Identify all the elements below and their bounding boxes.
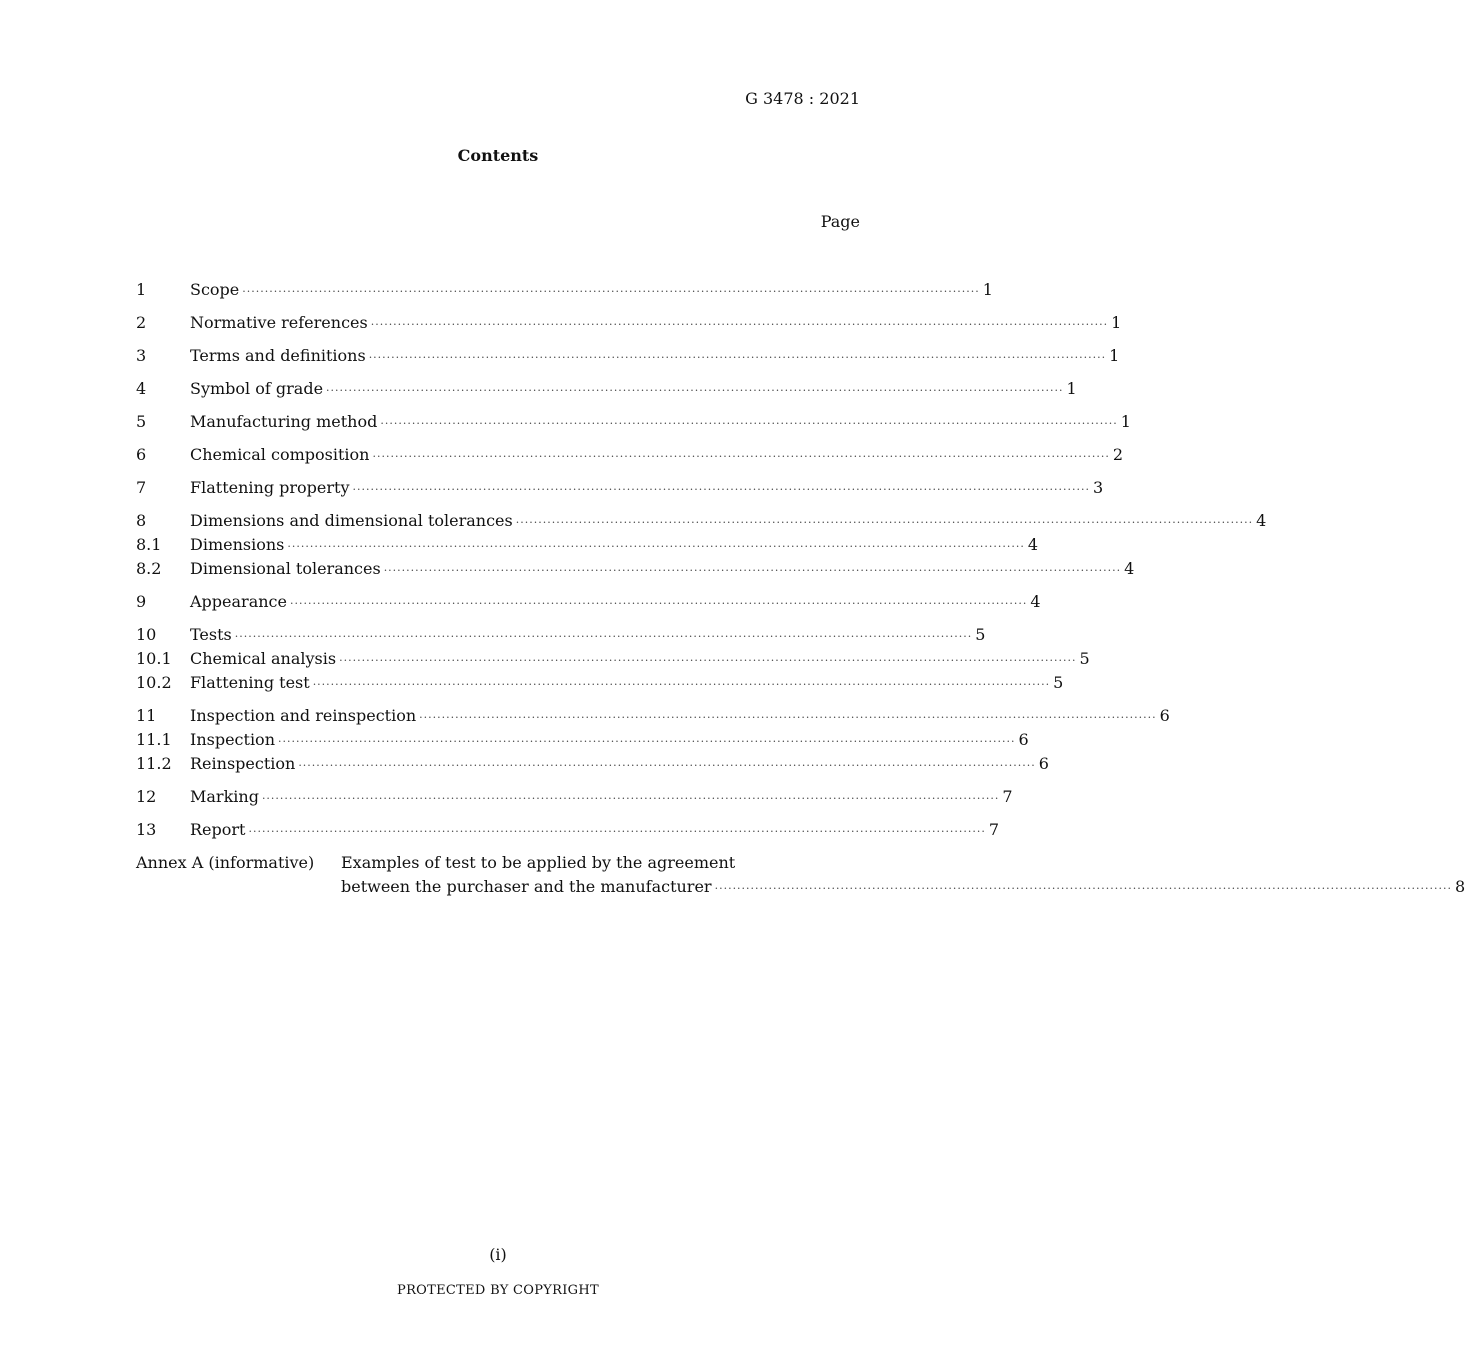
toc-entry-number: 2 xyxy=(136,313,147,332)
toc-entry-page: 6 xyxy=(1038,754,1049,773)
toc-group xyxy=(136,278,993,302)
toc-entry-number: 8.1 xyxy=(136,535,162,554)
toc-entry-label: Report xyxy=(190,820,246,839)
toc-entry[interactable] xyxy=(136,443,1124,467)
toc-entry-page: 1 xyxy=(1120,412,1131,431)
toc-entry[interactable] xyxy=(136,647,1090,671)
toc-entry-number: 8.2 xyxy=(136,559,162,578)
footer-page-number: (i) xyxy=(489,1245,507,1264)
toc-group xyxy=(136,443,1124,467)
dot-leader xyxy=(353,478,1090,502)
toc-entry[interactable] xyxy=(136,410,1131,434)
toc-entry-page: 1 xyxy=(1066,379,1077,398)
dot-leader xyxy=(419,706,1156,730)
toc-entry[interactable] xyxy=(136,590,1041,614)
toc-group xyxy=(136,476,1104,500)
toc-entry-number: 5 xyxy=(136,412,147,431)
toc-entry-label: Dimensional tolerances xyxy=(190,559,381,578)
toc-group xyxy=(136,311,1122,335)
document-id: G 3478 : 2021 xyxy=(745,89,860,108)
toc-group xyxy=(136,704,1170,776)
toc-entry-label: Inspection xyxy=(190,730,275,749)
toc-entry-label: Appearance xyxy=(190,592,287,611)
page-title: Contents xyxy=(457,146,539,165)
dot-leader xyxy=(516,511,1253,535)
annex-body xyxy=(341,851,1465,899)
toc-entry-label: Chemical composition xyxy=(190,445,370,464)
toc-entry-number: 11.1 xyxy=(136,730,172,749)
toc-entry-label: Chemical analysis xyxy=(190,649,337,668)
toc-entry-page: 1 xyxy=(1109,346,1120,365)
toc-entry[interactable] xyxy=(136,785,1013,809)
toc-entry-number: 3 xyxy=(136,346,147,365)
toc-entry[interactable] xyxy=(136,278,993,302)
toc-entry-label: Flattening property xyxy=(190,478,350,497)
dot-leader xyxy=(298,754,1035,778)
toc-entry-label: Symbol of grade xyxy=(190,379,324,398)
toc-group xyxy=(136,410,1131,434)
toc-entry-number: 12 xyxy=(136,787,157,806)
toc-entry[interactable] xyxy=(136,671,1064,695)
toc-entry[interactable] xyxy=(136,818,1000,842)
toc-entry[interactable] xyxy=(136,476,1104,500)
toc-entry-label: Reinspection xyxy=(190,754,296,773)
toc-entry-number: 8 xyxy=(136,511,147,530)
toc-entry-number: 10 xyxy=(136,625,157,644)
dot-leader xyxy=(339,649,1076,673)
toc-annex-entry[interactable] xyxy=(136,851,1465,899)
toc-entry[interactable] xyxy=(136,752,1049,776)
toc-entry[interactable] xyxy=(136,311,1122,335)
toc-group xyxy=(136,509,1267,581)
dot-leader xyxy=(248,820,985,844)
toc-entry[interactable] xyxy=(136,533,1039,557)
dot-leader xyxy=(262,787,999,811)
toc-entry-page: 7 xyxy=(1002,787,1013,806)
toc-entry-page: 4 xyxy=(1030,592,1041,611)
toc-entry[interactable] xyxy=(136,344,1120,368)
toc-entry-page: 6 xyxy=(1159,706,1170,725)
annex-title-line-2: between the purchaser and the manufacturer xyxy=(341,877,712,896)
toc-entry[interactable] xyxy=(136,623,986,647)
toc-entry-label: Manufacturing method xyxy=(190,412,378,431)
toc-group xyxy=(136,590,1041,614)
dot-leader xyxy=(384,559,1121,583)
toc-entry-number: 11 xyxy=(136,706,157,725)
toc-group xyxy=(136,818,1000,842)
dot-leader xyxy=(290,592,1027,616)
toc-entry-page: 4 xyxy=(1027,535,1039,554)
annex-tag: Annex A (informative) xyxy=(136,853,315,872)
page-column-label: Page xyxy=(820,212,860,231)
toc-entry-page: 4 xyxy=(1256,511,1267,530)
toc-entry-page: 1 xyxy=(982,280,993,299)
dot-leader xyxy=(242,280,979,304)
toc-group xyxy=(136,344,1120,368)
toc-entry[interactable] xyxy=(136,728,1029,752)
dot-leader xyxy=(715,877,1452,901)
toc-entry-page: 1 xyxy=(1111,313,1122,332)
toc-entry-label: Tests xyxy=(190,625,232,644)
dot-leader xyxy=(287,535,1024,559)
toc-entry[interactable] xyxy=(136,509,1267,533)
toc-entry-page: 7 xyxy=(988,820,1000,839)
toc-entry-number: 7 xyxy=(136,478,147,497)
toc-entry-number: 6 xyxy=(136,445,147,464)
toc-entry[interactable] xyxy=(136,377,1077,401)
toc-entry-label: Marking xyxy=(190,787,259,806)
dot-leader xyxy=(313,673,1050,697)
dot-leader xyxy=(235,625,972,649)
toc-entry-page: 6 xyxy=(1018,730,1029,749)
toc-entry-page: 3 xyxy=(1092,478,1104,497)
dot-leader xyxy=(326,379,1063,403)
toc-entry-label: Dimensions and dimensional tolerances xyxy=(190,511,513,530)
toc-entry-number: 9 xyxy=(136,592,147,611)
toc-entry-page: 4 xyxy=(1124,559,1135,578)
toc-entry-number: 13 xyxy=(136,820,157,839)
toc-entry-label: Terms and definitions xyxy=(190,346,366,365)
toc-entry-label: Flattening test xyxy=(190,673,310,692)
toc-entry-page: 5 xyxy=(1079,649,1090,668)
toc-entry-number: 10.2 xyxy=(136,673,172,692)
dot-leader xyxy=(371,313,1108,337)
dot-leader xyxy=(380,412,1117,436)
table-of-contents xyxy=(136,278,1465,899)
toc-entry[interactable] xyxy=(136,557,1135,581)
toc-group xyxy=(136,785,1013,809)
dot-leader xyxy=(372,445,1109,469)
dot-leader xyxy=(369,346,1106,370)
annex-page-number: 8 xyxy=(1455,877,1465,896)
annex-title-line-1: Examples of test to be applied by the agreement xyxy=(341,853,736,872)
toc-entry-page: 2 xyxy=(1112,445,1124,464)
toc-entry-number: 10.1 xyxy=(136,649,172,668)
toc-entry-number: 1 xyxy=(136,280,147,299)
toc-group xyxy=(136,377,1077,401)
toc-entry-label: Dimensions xyxy=(190,535,285,554)
toc-group xyxy=(136,623,1090,695)
toc-entry[interactable] xyxy=(136,704,1170,728)
toc-entry-number: 4 xyxy=(136,379,147,398)
toc-entry-page: 5 xyxy=(975,625,986,644)
copyright-notice: PROTECTED BY COPYRIGHT xyxy=(397,1283,599,1298)
toc-entry-label: Inspection and reinspection xyxy=(190,706,417,725)
toc-entry-label: Normative references xyxy=(190,313,368,332)
toc-entry-page: 5 xyxy=(1053,673,1064,692)
toc-entry-number: 11.2 xyxy=(136,754,172,773)
dot-leader xyxy=(278,730,1015,754)
toc-entry-label: Scope xyxy=(190,280,240,299)
